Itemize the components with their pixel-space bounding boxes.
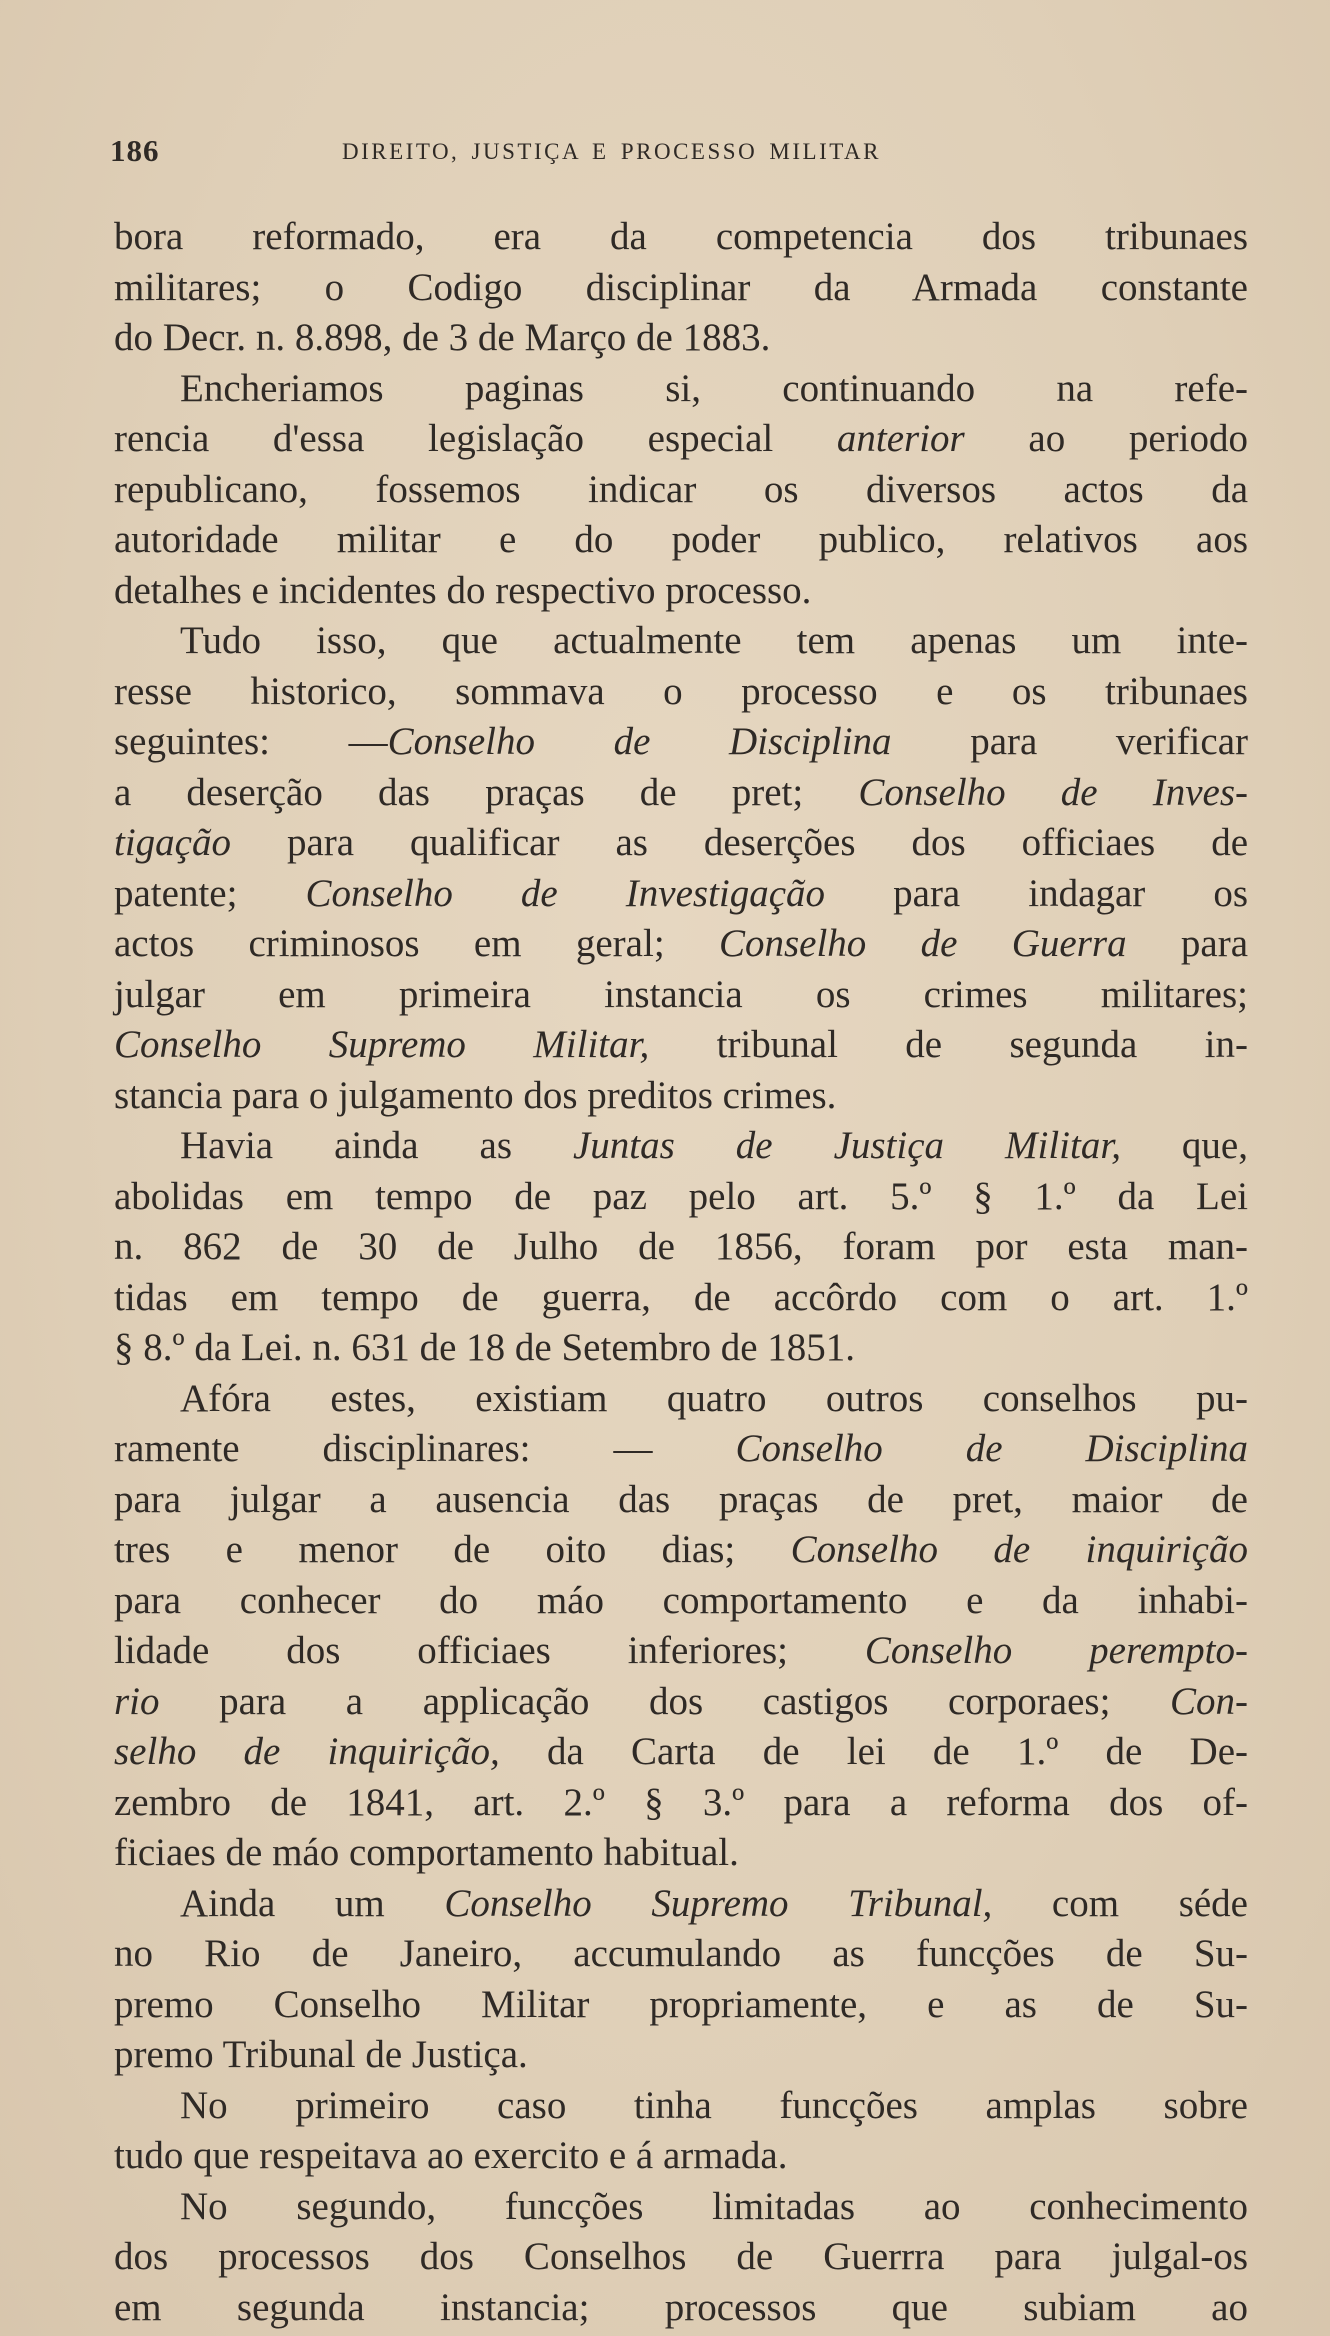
text-line: [114, 1475, 1248, 1526]
text-run: resse historico, sommava o processo e os tribunaes: [114, 669, 1248, 713]
italic-text: Conselho Supremo Militar,: [114, 1023, 650, 1066]
text-run: Afóra estes, existiam quatro outros conselhos pu-: [180, 1376, 1248, 1420]
text-run: autoridade militar e do poder publico, relativos aos: [114, 518, 1248, 561]
text-run: Encheriamos paginas si, continuando na refe-: [180, 366, 1248, 410]
text-run: a deserção das praças de pret;: [114, 770, 859, 814]
text-run: lidade dos officiaes inferiores;: [114, 1629, 865, 1672]
text-run: Tudo isso, que actualmente tem apenas um inte-: [180, 619, 1248, 662]
text-run: ramente disciplinares: —: [114, 1427, 736, 1470]
text-line: [114, 1222, 1248, 1273]
text-run: Ainda um: [180, 1881, 445, 1925]
text-line: [114, 414, 1248, 465]
text-line: [114, 1929, 1248, 1980]
text-run: ao periodo: [964, 417, 1248, 460]
text-line: [114, 1374, 1248, 1425]
body-text: [114, 212, 1248, 2333]
text-line: [114, 364, 1248, 415]
text-run: seguintes: —: [114, 720, 388, 763]
text-line: [114, 2182, 1248, 2233]
text-run: para indagar os: [825, 871, 1248, 915]
text-line: [114, 1828, 1248, 1879]
italic-text: Conselho de Inves-: [858, 770, 1248, 814]
page-number: 186: [110, 133, 160, 168]
text-run: patente;: [114, 871, 306, 915]
text-line: [114, 1424, 1248, 1475]
text-run: tudo que respeitava ao exercito e á armada.: [114, 2134, 788, 2177]
text-line: [114, 717, 1248, 768]
text-run: tidas em tempo de guerra, de accôrdo com o art. 1.º: [114, 1275, 1248, 1319]
text-run: tribunal de segunda in-: [649, 1023, 1248, 1066]
text-run: n. 862 de 30 de Julho de 1856, foram por esta man-: [114, 1225, 1248, 1268]
text-run: julgar em primeira instancia os crimes militares;: [114, 972, 1248, 1016]
text-run: detalhes e incidentes do respectivo processo.: [114, 568, 812, 612]
text-line: [114, 2081, 1248, 2132]
text-run: em segunda instancia; processos que subiam ao: [114, 2285, 1248, 2329]
text-line: [114, 2283, 1248, 2334]
text-run: para: [1126, 922, 1248, 965]
text-run: dos processos dos Conselhos de Guerrra para julgal-os: [114, 2235, 1248, 2278]
page-header: [110, 133, 1250, 173]
text-run: actos criminosos em geral;: [114, 922, 719, 965]
italic-text: Conselho de inquirição: [790, 1528, 1248, 1571]
text-run: No segundo, funcções limitadas ao conhecimento: [180, 2184, 1248, 2228]
text-run: stancia para o julgamento dos preditos crimes.: [114, 1073, 837, 1117]
italic-text: selho de inquirição,: [114, 1730, 500, 1773]
text-line: [114, 465, 1248, 516]
italic-text: Conselho de Investigação: [305, 871, 826, 915]
italic-text: Conselho de Disciplina: [387, 720, 892, 763]
text-line: [114, 768, 1248, 819]
text-line: [114, 2030, 1248, 2081]
text-line: [114, 1323, 1248, 1374]
text-line: [114, 1879, 1248, 1930]
text-run: militares; o Codigo disciplinar da Armada constante: [114, 265, 1248, 309]
text-line: [114, 1273, 1248, 1324]
text-run: zembro de 1841, art. 2.º § 3.º para a reforma dos of-: [114, 1780, 1248, 1824]
text-line: [114, 1626, 1248, 1677]
italic-text: Conselho de Guerra: [718, 922, 1127, 965]
text-run: Havia ainda as: [180, 1124, 573, 1167]
text-run: para qualificar as deserções dos officiaes de: [230, 821, 1248, 864]
italic-text: rio: [114, 1679, 160, 1723]
text-line: [114, 818, 1248, 869]
text-line: [114, 970, 1248, 1021]
text-run: rencia d'essa legislação especial: [114, 417, 837, 460]
text-line: [114, 1071, 1248, 1122]
text-line: [114, 616, 1248, 667]
running-title: DIREITO, JUSTIÇA E PROCESSO MILITAR: [342, 139, 881, 164]
text-line: [114, 1525, 1248, 1576]
text-run: da Carta de lei de 1.º de De-: [499, 1730, 1248, 1773]
text-line: [114, 1677, 1248, 1728]
text-line: [114, 869, 1248, 920]
text-line: [114, 1121, 1248, 1172]
text-line: [114, 919, 1248, 970]
text-run: bora reformado, era da competencia dos tribunaes: [114, 215, 1248, 258]
italic-text: Juntas de Justiça Militar,: [572, 1124, 1121, 1167]
text-line: [114, 212, 1248, 263]
italic-text: Con-: [1170, 1679, 1248, 1723]
text-run: do Decr. n. 8.898, de 3 de Março de 1883.: [114, 316, 771, 359]
text-run: No primeiro caso tinha funcções amplas sobre: [180, 2083, 1248, 2127]
text-run: ficiaes de máo comportamento habitual.: [114, 1831, 739, 1874]
text-line: [114, 263, 1248, 314]
italic-text: anterior: [836, 417, 965, 460]
italic-text: Conselho Supremo Tribunal,: [444, 1881, 993, 1925]
text-line: [114, 667, 1248, 718]
text-line: [114, 1020, 1248, 1071]
text-line: [114, 2131, 1248, 2182]
text-run: § 8.º da Lei. n. 631 de 18 de Setembro de 1851.: [114, 1326, 856, 1369]
text-line: [114, 1980, 1248, 2031]
text-run: para julgar a ausencia das praças de pret, maior de: [114, 1477, 1248, 1521]
italic-text: tigação: [114, 821, 231, 864]
text-line: [114, 2232, 1248, 2283]
italic-text: Conselho de Disciplina: [735, 1427, 1249, 1470]
text-line: [114, 515, 1248, 566]
text-run: republicano, fossemos indicar os diversos actos da: [114, 467, 1248, 511]
text-run: para conhecer do máo comportamento e da inhabi-: [114, 1578, 1248, 1622]
italic-text: Conselho perempto-: [864, 1629, 1248, 1672]
text-run: que,: [1120, 1124, 1248, 1167]
text-line: [114, 313, 1248, 364]
text-run: abolidas em tempo de paz pelo art. 5.º § 1.º da Lei: [114, 1174, 1248, 1218]
text-run: premo Conselho Militar propriamente, e as de Su-: [114, 1982, 1248, 2026]
text-run: tres e menor de oito dias;: [114, 1528, 791, 1571]
text-line: [114, 1727, 1248, 1778]
text-line: [114, 566, 1248, 617]
text-run: premo Tribunal de Justiça.: [114, 2033, 528, 2076]
text-run: para a applicação dos castigos corporaes;: [159, 1679, 1170, 1723]
text-run: para verificar: [891, 720, 1248, 763]
text-run: com séde: [992, 1881, 1248, 1925]
text-line: [114, 1576, 1248, 1627]
text-line: [114, 1172, 1248, 1223]
text-run: no Rio de Janeiro, accumulando as funcções de Su-: [114, 1932, 1248, 1975]
text-line: [114, 1778, 1248, 1829]
